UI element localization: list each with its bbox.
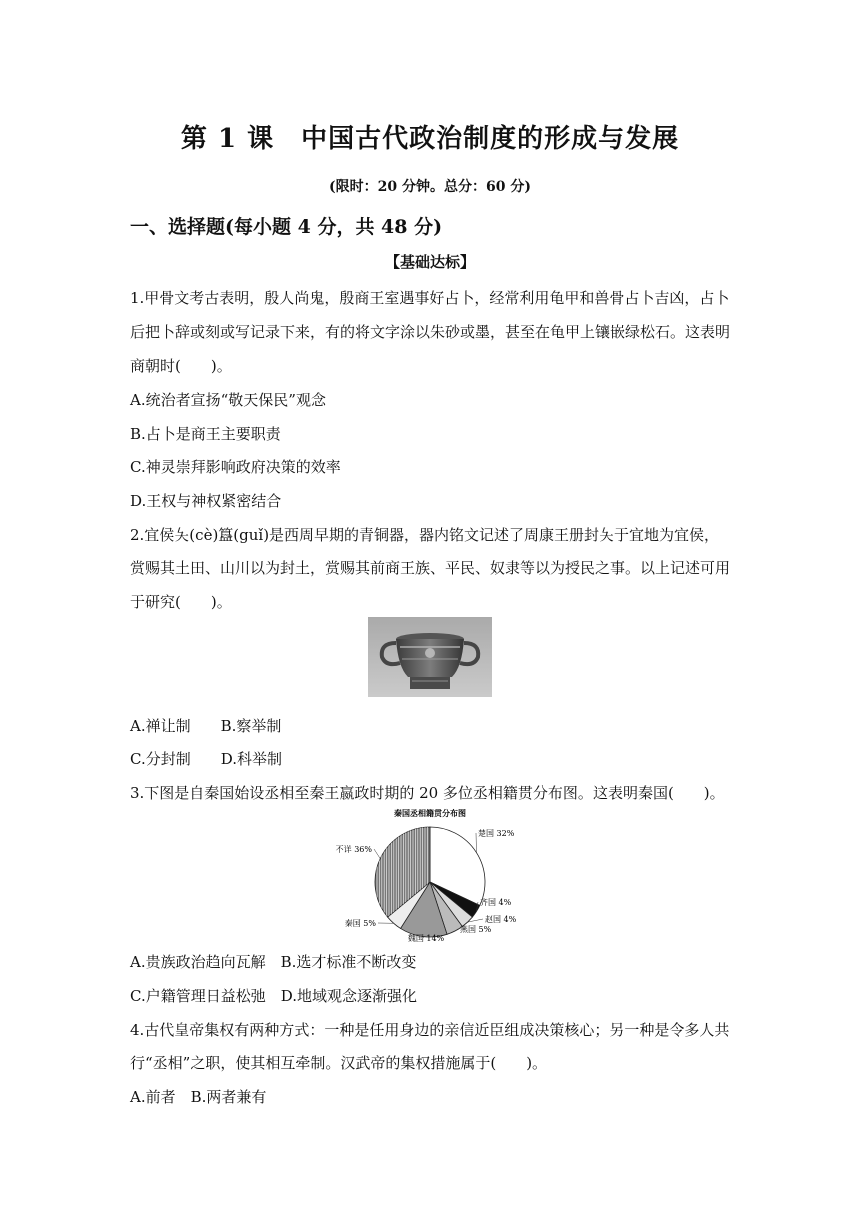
- q2-options-row2: C.分封制 D.科举制: [130, 750, 282, 768]
- pie-label: 秦国 5%: [344, 919, 376, 928]
- page-subtitle: (限时：20 分钟。总分：60 分): [329, 179, 531, 195]
- pie-label: 燕国 5%: [460, 925, 492, 934]
- pie-label: 赵国 4%: [485, 915, 517, 924]
- chairman-origin-pie-chart: [330, 806, 540, 946]
- page-title: 第 1 课 中国古代政治制度的形成与发展: [180, 124, 680, 154]
- q4-options-row1: A.前者 B.两者兼有: [130, 1088, 267, 1106]
- q3-options-row1: A.贵族政治趋向瓦解 B.选才标准不断改变: [130, 953, 417, 971]
- bronze-gui-vessel-image: [368, 617, 492, 697]
- pie-label: 齐国 4%: [480, 898, 512, 907]
- pie-label: 楚国 32%: [478, 829, 515, 838]
- section-heading: 一、选择题(每小题 4 分，共 48 分): [130, 216, 443, 238]
- q1-stem-line: 商朝时( )。: [130, 357, 232, 375]
- q2-stem-line: 2.宜侯夨(cè)簋(guǐ)是西周早期的青铜器，器内铭文记述了周康王册封夨于宜地为宜侯，: [130, 526, 720, 544]
- pie-leader-line: [374, 849, 380, 859]
- subsection-heading: 【基础达标】: [384, 253, 475, 271]
- q1-option-b: B.占卜是商王主要职责: [130, 425, 281, 443]
- pie-label: 魏国 14%: [407, 934, 445, 943]
- q1-stem-line: 1.甲骨文考古表明，殷人尚鬼，殷商王室遇事好占卜，经常利用龟甲和兽骨占卜吉凶，占卜: [130, 289, 730, 307]
- q2-stem-line: 于研究( )。: [130, 593, 232, 611]
- q3-stem-line: 3.下图是自秦国始设丞相至秦王嬴政时期的 20 多位丞相籍贯分布图。这表明秦国( )。: [130, 784, 725, 802]
- pie-label: 不详 36%: [335, 845, 372, 854]
- q1-option-c: C.神灵崇拜影响政府决策的效率: [130, 458, 341, 476]
- q3-options-row2: C.户籍管理日益松弛 D.地域观念逐渐强化: [130, 987, 417, 1005]
- q4-stem-line: 行“丞相”之职，使其相互牵制。汉武帝的集权措施属于( )。: [130, 1054, 548, 1072]
- q4-stem-line: 4.古代皇帝集权有两种方式：一种是任用身边的亲信近臣组成决策核心；另一种是令多人共: [130, 1021, 730, 1039]
- chart-title: 秦国丞相籍贯分布图: [394, 808, 466, 818]
- q1-option-d: D.王权与神权紧密结合: [130, 492, 282, 510]
- q2-stem-line: 赏赐其土田、山川以为封土，赏赐其前商王族、平民、奴隶等以为授民之事。以上记述可用: [130, 559, 731, 577]
- q2-options-row1: A.禅让制 B.察举制: [130, 717, 282, 735]
- q1-option-a: A.统治者宣扬“敬天保民”观念: [130, 391, 326, 409]
- q1-stem-line: 后把卜辞或刻或写记录下来，有的将文字涂以朱砂或墨，甚至在龟甲上镶嵌绿松石。这表明: [130, 323, 731, 341]
